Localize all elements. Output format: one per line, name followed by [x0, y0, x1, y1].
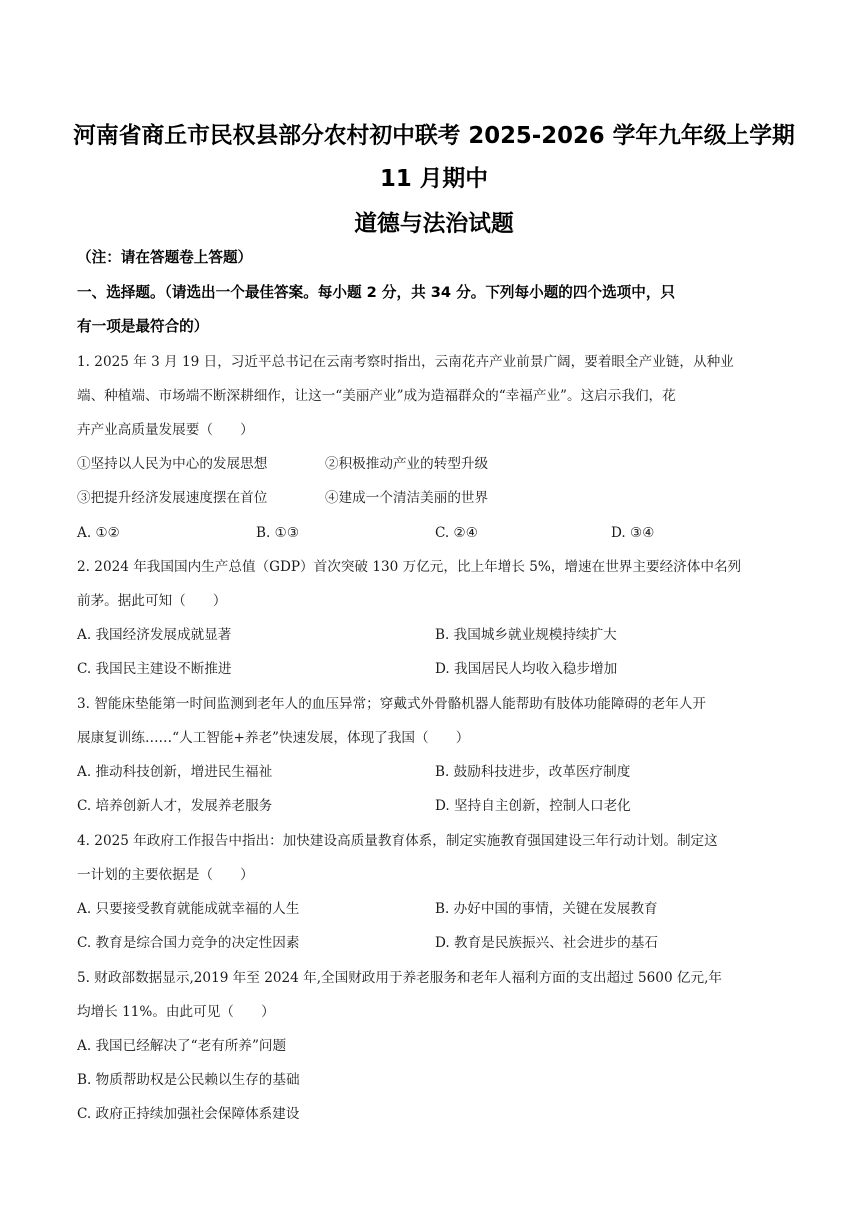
exam-title-line2: 11 月期中 [380, 166, 488, 192]
question-2-option-d: D. 我国居民人均收入稳步增加 [435, 661, 618, 677]
question-5-stem-line1: 5. 财政部数据显示,2019 年至 2024 年,全国财政用于养老服务和老年人福利方面的支出超过 5600 亿元,年 [77, 970, 723, 986]
question-5-stem-line2: 均增长 11%。由此可见（ ） [77, 1004, 275, 1020]
question-4-option-b: B. 办好中国的事情，关键在发展教育 [435, 901, 658, 917]
question-4-option-d: D. 教育是民族振兴、社会进步的基石 [435, 935, 658, 951]
question-3-stem-line1: 3. 智能床垫能第一时间监测到老年人的血压异常；穿戴式外骨骼机器人能帮助有肢体功能障碍的老年人开 [77, 696, 707, 712]
question-3-option-b: B. 鼓励科技进步，改革医疗制度 [435, 764, 631, 780]
question-1-option-c: C. ②④ [435, 525, 478, 541]
section-heading-line2: 有一项是最符合的） [77, 318, 209, 335]
question-1-statement-3: ③把提升经济发展速度摆在首位 [77, 490, 268, 506]
question-1-option-b: B. ①③ [256, 525, 300, 541]
question-2-option-b: B. 我国城乡就业规模持续扩大 [435, 627, 617, 643]
question-3-stem-line2: 展康复训练……“人工智能+养老”快速发展，体现了我国（ ） [77, 730, 470, 746]
question-1-stem-line2: 端、种植端、市场端不断深耕细作，让这一“美丽产业”成为造福群众的“幸福产业”。这启示我们，花 [77, 388, 676, 404]
question-4-stem-line1: 4. 2025 年政府工作报告中指出：加快建设高质量教育体系，制定实施教育强国建设三年行动计划。制定这 [77, 833, 718, 849]
question-4-option-c: C. 教育是综合国力竞争的决定性因素 [77, 935, 300, 951]
question-2-stem-line1: 2. 2024 年我国国内生产总值（GDP）首次突破 130 万亿元，比上年增长 5%，增速在世界主要经济体中名列 [77, 559, 742, 575]
section-heading-line1: 一、选择题。（请选出一个最佳答案。每小题 2 分，共 34 分。下列每小题的四个选项中，只 [77, 284, 676, 301]
question-1-statement-1: ①坚持以人民为中心的发展思想 [77, 456, 268, 472]
question-5-option-b: B. 物质帮助权是公民赖以生存的基础 [77, 1072, 300, 1088]
question-4-option-a: A. 只要接受教育就能成就幸福的人生 [77, 901, 300, 917]
question-1-statement-2: ②积极推动产业的转型升级 [325, 456, 489, 472]
question-2-option-c: C. 我国民主建设不断推进 [77, 661, 232, 677]
question-4-stem-line2: 一计划的主要依据是（ ） [77, 867, 254, 883]
question-1-statement-4: ④建成一个清洁美丽的世界 [325, 490, 489, 506]
question-1-stem-line3: 卉产业高质量发展要（ ） [77, 422, 254, 438]
question-5-option-c: C. 政府正持续加强社会保障体系建设 [77, 1106, 300, 1122]
question-1-option-d: D. ③④ [611, 525, 655, 541]
exam-title-line1: 河南省商丘市民权县部分农村初中联考 2025-2026 学年九年级上学期 [73, 123, 795, 149]
question-1-option-a: A. ①② [77, 525, 120, 541]
exam-subject-title: 道德与法治试题 [354, 211, 514, 237]
exam-note: （注：请在答题卷上答题） [77, 249, 253, 266]
question-2-option-a: A. 我国经济发展成就显著 [77, 627, 232, 643]
question-3-option-c: C. 培养创新人才，发展养老服务 [77, 798, 273, 814]
question-3-option-d: D. 坚持自主创新，控制人口老化 [435, 798, 631, 814]
question-1-stem-line1: 1. 2025 年 3 月 19 日，习近平总书记在云南考察时指出，云南花卉产业前景广阔，要着眼全产业链，从种业 [77, 354, 734, 370]
question-2-stem-line2: 前茅。据此可知（ ） [77, 593, 227, 609]
question-5-option-a: A. 我国已经解决了“老有所养”问题 [77, 1038, 287, 1054]
question-3-option-a: A. 推动科技创新，增进民生福祉 [77, 764, 273, 780]
